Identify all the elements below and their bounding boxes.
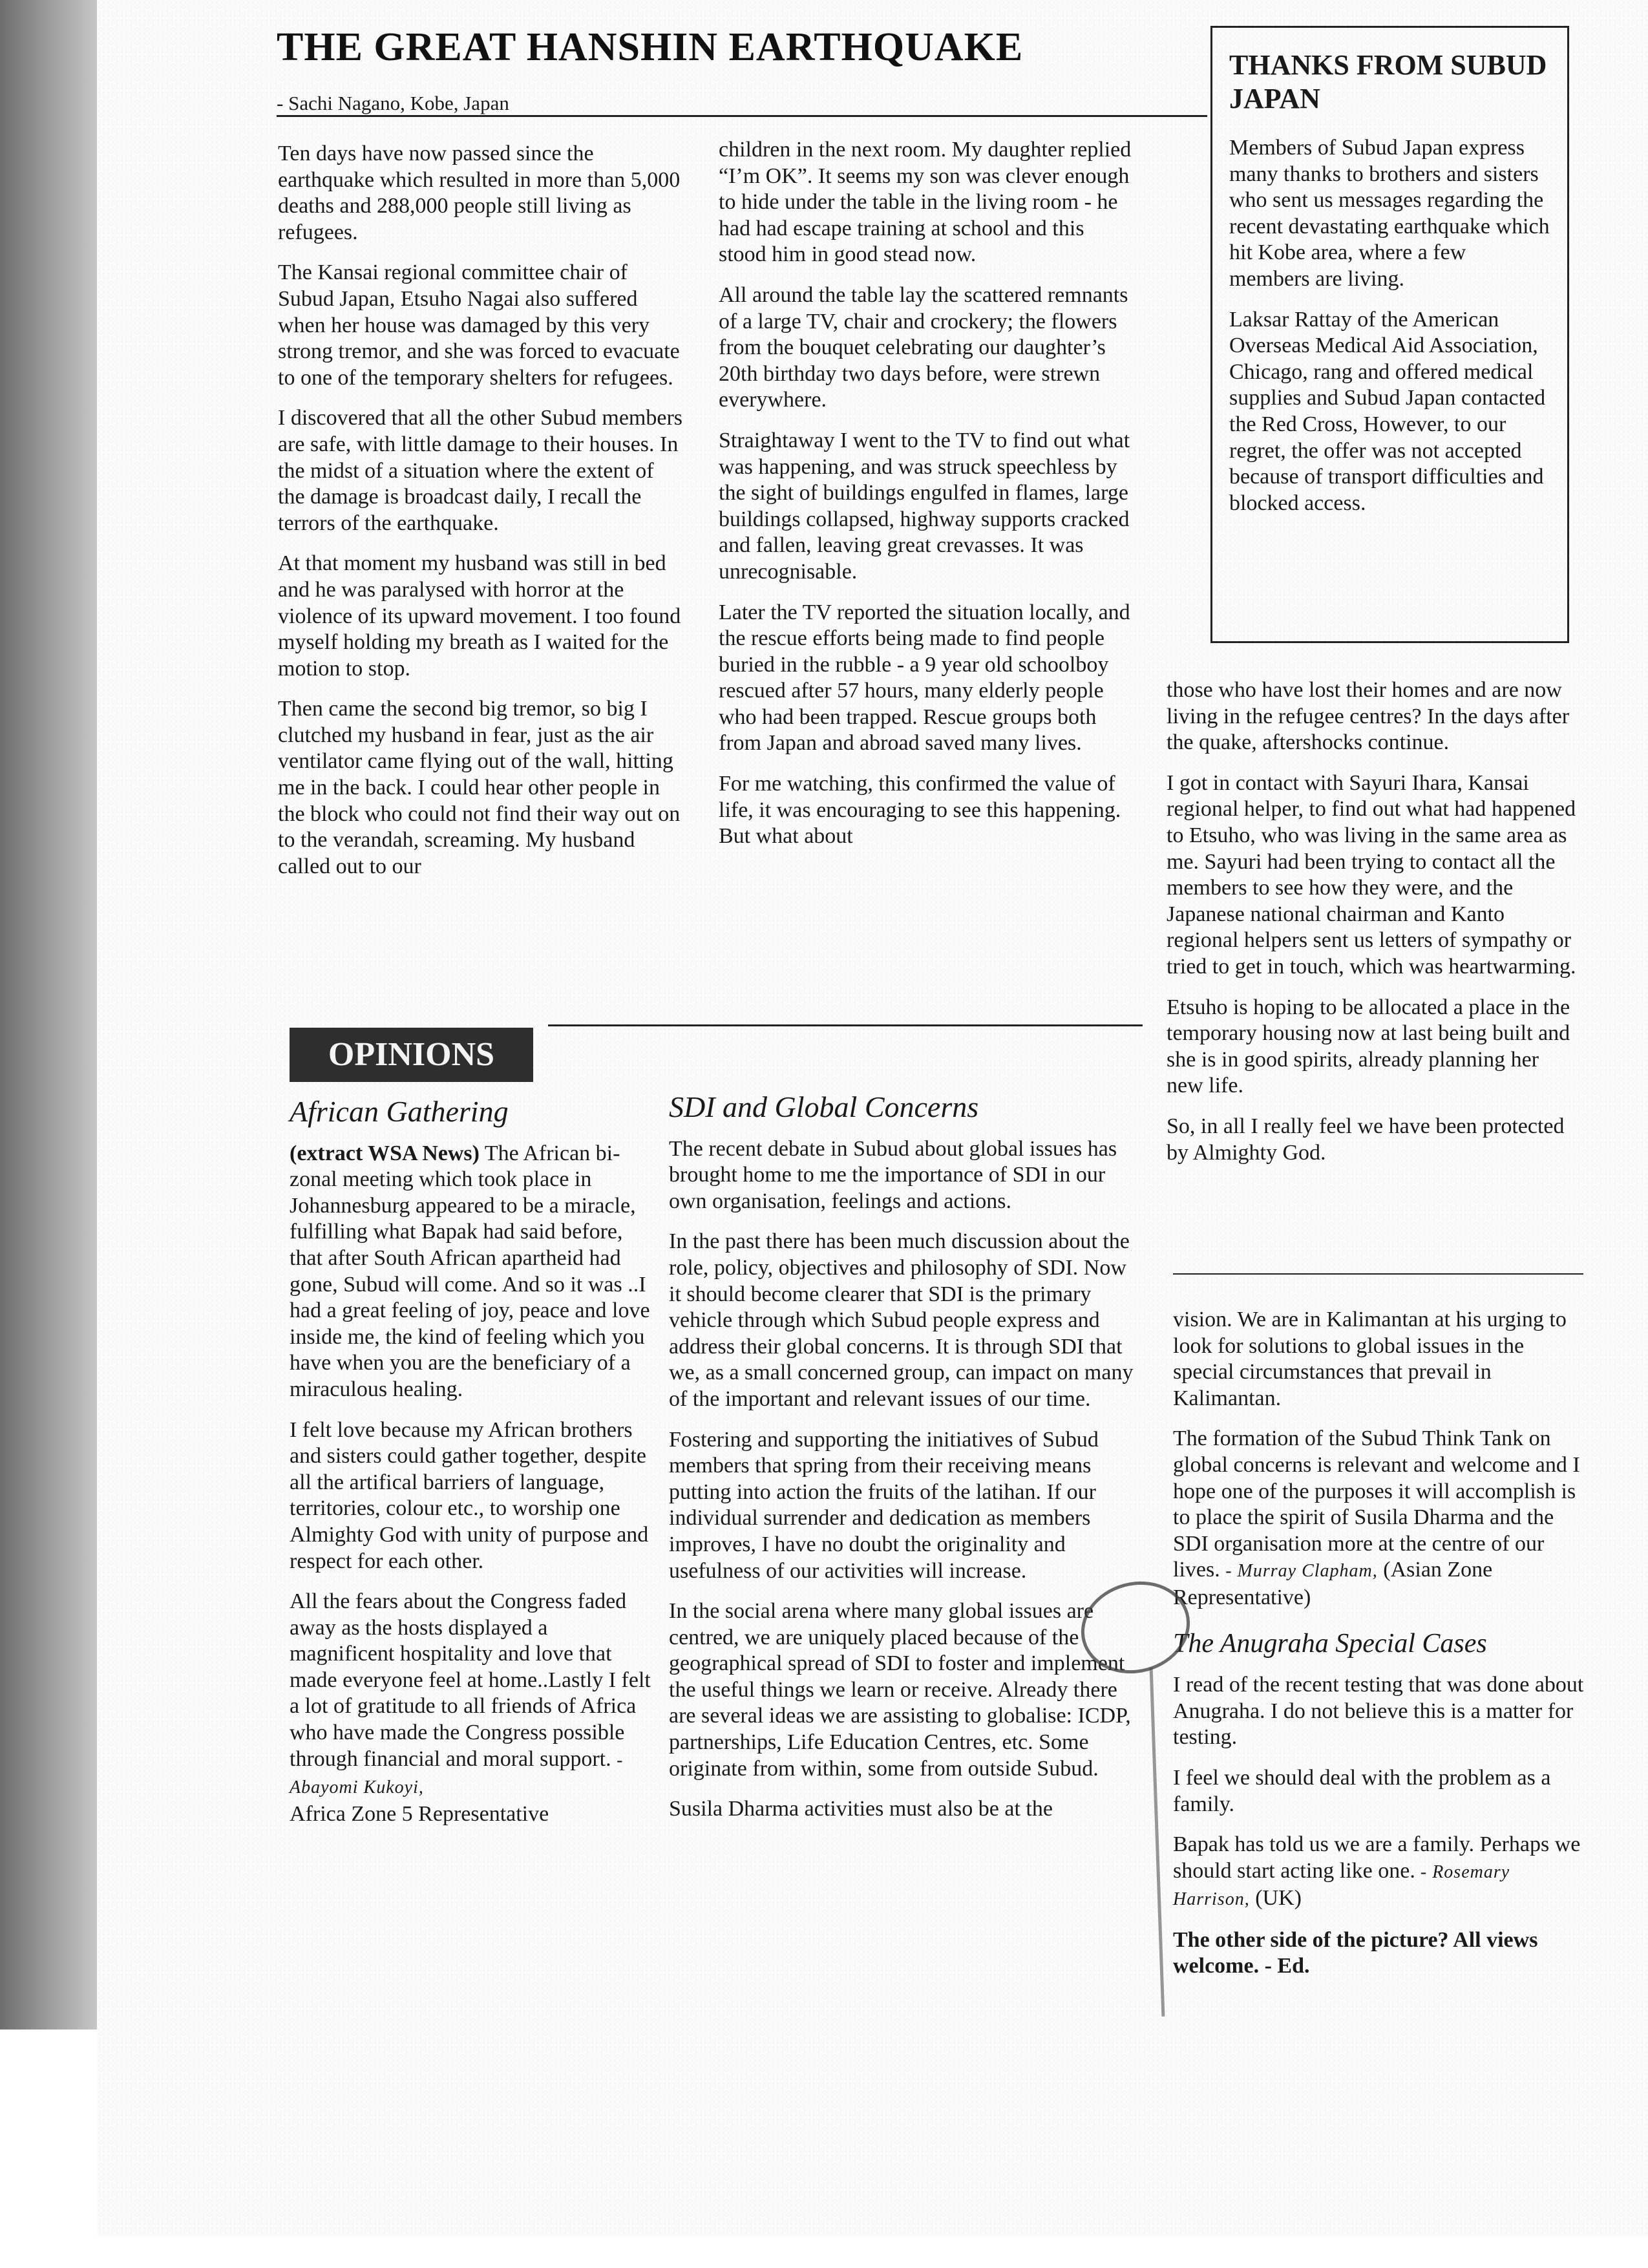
headline-rule [277, 115, 1207, 117]
anugraha-paragraph-text: Bapak has told us we are a family. Perhaps we should start acting like one. [1173, 1832, 1581, 1883]
african-gathering-column [290, 1095, 651, 1827]
african-paragraph-text: All the fears about the Congress faded away as the hosts displayed a magnificent hospitality and love that made everyone feel at home..Lastly I felt a lot of gratitude to all friends of Africa who have made the Congress possible through financial and moral support. [290, 1589, 651, 1771]
african-paragraph [290, 1589, 651, 1827]
article-paragraph: children in the next room. My daughter replied “I’m OK”. It seems my son was clever enough to hide under the table in the living room - he had had escape training at school and this stood him in good stead now. [719, 138, 1132, 267]
sdi-paragraph [1173, 1426, 1587, 1611]
african-paragraph [290, 1141, 651, 1403]
signature-name: - Rosemary Harrison, [1173, 1861, 1510, 1910]
sdi-paragraph: Susila Dharma activities must also be at the [669, 1797, 1053, 1821]
article-paragraph: Later the TV reported the situation locally, and the rescue efforts being made to find people buried in the rubble - a 9 year old schoolboy rescued after 57 hours, many elderly people who had been trapped. Rescue groups both from Japan and abroad saved many lives. [719, 600, 1130, 756]
signature-name: - Abayomi Kukoyi, [290, 1750, 624, 1798]
article-paragraph: The Kansai regional committee chair of Subud Japan, Etsuho Nagai also suffered when her house was damaged by this very strong tremor, and she was forced to evacuate to one of the temporary shelters for refugees. [278, 260, 680, 390]
anugraha-paragraph: I read of the recent testing that was done about Anugraha. I do not believe this is a matter for testing. [1173, 1673, 1584, 1750]
signature-role: Africa Zone 5 Representative [290, 1801, 549, 1826]
byline: - Sachi Nagano, Kobe, Japan [277, 92, 509, 114]
article-column-2 [719, 137, 1132, 864]
article-paragraph: Straightaway I went to the TV to find out what was happening, and was struck speechless by the sight of buildings engulfed in flames, large buildings collapsed, highway supports cracked and fallen, leaving great crevasses. It was unrecognisable. [719, 428, 1130, 584]
sdi-paragraph: The recent debate in Subud about global issues has brought home to me the importance of SDI in our own organisation, feelings and actions. [669, 1136, 1117, 1213]
thanks-box-body [1229, 135, 1550, 516]
sdi-column [669, 1090, 1134, 1837]
headline: THE GREAT HANSHIN EARTHQUAKE [277, 25, 1024, 69]
african-gathering-title: African Gathering [290, 1095, 509, 1128]
opinions-rule [548, 1024, 1143, 1026]
article-paragraph: For me watching, this confirmed the value of life, it was encouraging to see this happening. But what about [719, 772, 1121, 849]
signature-role: (Asian Zone Representative) [1173, 1558, 1493, 1609]
column-3-rule [1173, 1273, 1583, 1275]
article-paragraph: Ten days have now passed since the earthquake which resulted in more than 5,000 deaths and 288,000 people still living as refugees. [278, 142, 681, 244]
anugraha-paragraph [1173, 1832, 1587, 1913]
african-paragraph-text: The African bi-zonal meeting which took place in Johannesburg appeared to be a miracle, fulfilling what Bapak had said before, that after South African apartheid had gone, Subud will come. And so it was ..I had a great feeling of joy, peace and love inside me, the kind of feeling which you have when you are the beneficiary of a miraculous healing. [290, 1141, 650, 1401]
african-paragraph: I felt love because my African brothers and sisters could gather together, despite all the artifical barriers of language, territories, colour etc., to worship one Almighty God with unity of purpose and respect for each other. [290, 1417, 649, 1573]
sdi-paragraph: Fostering and supporting the initiatives of Subud members that spring from their receiving means putting into action the fruits of the latihan. If our individual surrender and dedication as members improves, I have no doubt the originality and usefulness of our activities will increase. [669, 1427, 1099, 1583]
article-paragraph: Etsuho is hoping to be allocated a place in the temporary housing now at last being built and she is in good spirits, already planning her new life. [1167, 995, 1570, 1098]
article-paragraph: So, in all I really feel we have been protected by Almighty God. [1167, 1114, 1565, 1165]
sdi-continuation-column [1173, 1307, 1587, 1994]
article-paragraph: At that moment my husband was still in bed and he was paralysed with horror at the violence of its upward movement. I too found myself holding my breath as I waited for the motion to stop. [278, 551, 681, 681]
sdi-paragraph: In the past there has been much discussion about the role, policy, objectives and philosophy of SDI. Now it should become clearer that SDI is the primary vehicle through which Subud people express and address their global concerns. It is through SDI that we, as a small concerned group, can impact on many of the important and relevant issues of our time. [669, 1229, 1134, 1411]
thanks-paragraph: Members of Subud Japan express many thanks to brothers and sisters who sent us messages regarding the recent devastating earthquake which hit Kobe area, where a few members are living. [1229, 136, 1550, 291]
anugraha-paragraph: I feel we should deal with the problem as a family. [1173, 1765, 1551, 1816]
article-column-3 [1167, 677, 1580, 1180]
article-column-1 [278, 141, 685, 894]
anugraha-title: The Anugraha Special Cases [1173, 1628, 1487, 1659]
article-paragraph: those who have lost their homes and are now living in the refugee centres? In the days after the quake, aftershocks continue. [1167, 678, 1570, 755]
article-paragraph: I discovered that all the other Subud members are safe, with little damage to their houses. In the midst of a situation where the extent of the damage is broadcast daily, I recall the terrors of the earthquake. [278, 406, 682, 535]
sdi-paragraph: In the social arena where many global issues are centred, we are uniquely placed because of the geographical spread of SDI to foster and implement the useful things we learn or receive. Already there are several ideas we are assisting to globalise: ICDP, partnerships, Life Education Centres, etc. Some originate from within, some from outside Subud. [669, 1599, 1131, 1781]
thanks-paragraph: Laksar Rattay of the American Overseas Medical Aid Association, Chicago, rang and offered medical supplies and Subud Japan contacted the Red Cross, However, to our regret, the offer was not accepted because of transport difficulties and blocked access. [1229, 307, 1546, 515]
signature-name: - Murray Clapham, [1225, 1561, 1378, 1582]
signature-role: (UK) [1249, 1886, 1302, 1911]
thanks-from-subud-japan-box [1210, 26, 1569, 643]
thanks-box-title: THANKS FROM SUBUD JAPAN [1229, 49, 1547, 114]
sdi-title: SDI and Global Concerns [669, 1090, 979, 1123]
article-paragraph: I got in contact with Sayuri Ihara, Kansai regional helper, to find out what had happened to Etsuho, who was living in the same area as me. Sayuri had been trying to contact all the members to see how they were, and the Japanese national chairman and Kanto regional helpers sent us letters of sympathy or tried to get in touch, which was heartwarming. [1167, 770, 1576, 979]
article-paragraph: Then came the second big tremor, so big I clutched my husband in fear, just as the air ventilator came flying out of the wall, hitting me in the back. I could hear other people in the block who could not find their way out on to the verandah, screaming. My husband called out to our [278, 697, 681, 878]
sdi-paragraph: vision. We are in Kalimantan at his urging to look for solutions to global issues in the special circumstances that prevail in Kalimantan. [1173, 1308, 1567, 1410]
article-paragraph: All around the table lay the scattered remnants of a large TV, chair and crockery; the flowers from the bouquet celebrating our daughter’s 20th birthday two days before, were strewn everywhere. [719, 282, 1128, 412]
sdi-paragraph-text: The formation of the Subud Think Tank on global concerns is relevant and welcome and I hope one of the purposes it will accomplish is to place the spirit of Susila Dharma and the SDI organisation more at the centre of our lives. [1173, 1426, 1580, 1582]
african-lead: (extract WSA News) [290, 1141, 480, 1165]
editor-note: The other side of the picture? All views welcome. - Ed. [1173, 1927, 1538, 1978]
opinions-badge: OPINIONS [290, 1028, 533, 1082]
